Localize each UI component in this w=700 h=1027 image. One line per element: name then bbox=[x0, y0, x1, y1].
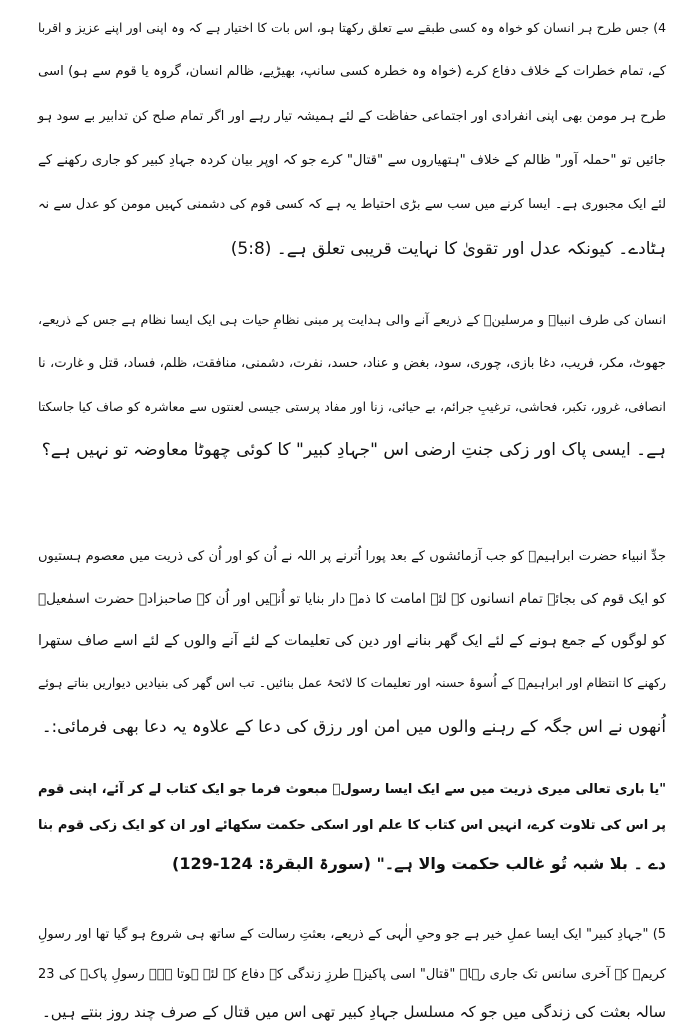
text-line: ہے۔ ایسی پاک اور زکی جنتِ ارضی اس "جہادِ کبیر" کا کوئی چھوٹا معاوضہ تو نہیں ہے؟ bbox=[41, 440, 666, 460]
text-line: انسان کی طرف انبیاؑ و مرسلینؑ کے ذریعے آنے والی ہدایت پر مبنی نظامِ حیات ہی ایک ایسا نظام ہے جس کے ذریعے، bbox=[38, 313, 666, 328]
text-line: اُنھوں نے اس جگہ کے رہنے والوں میں امن اور رزق کی دعا کے علاوہ یہ دعا بھی فرمائی:۔ bbox=[41, 716, 666, 736]
text-line: ہٹادے۔ کیونکہ عدل اور تقویٰ کا نہایت قریبی تعلق ہے۔ (5:8) bbox=[230, 239, 666, 259]
text-line: کے، تمام خطرات کے خلاف دفاع کرے (خواہ وہ خطرہ کسی سانپ، بھیڑیے، ظالم انسان، گروہ یا قوم سے ہو) اسی bbox=[38, 64, 666, 79]
quote-line: پر اس کی تلاوت کرے، انہیں اس کتاب کا علم اور اسکی حکمت سکھائے اور ان کو ایک زکی قوم بنا bbox=[38, 818, 666, 833]
text-line: جھوٹ، مکر، فریب، دغا بازی، چوری، سود، بغض و عناد، حسد، نفرت، دشمنی، منافقت، ظلم، فساد، قتل و غارت، نا bbox=[38, 356, 666, 371]
text-line: جائیں تو "حملہ آور" ظالم کے خلاف "ہتھیاروں سے "قتال" کرے جو کہ اوپر بیان کردہ جہادِ کبیر کو جاری رکھنے کے bbox=[38, 153, 666, 168]
text-line: جدِّ انبیاء حضرت ابراہیمؑ کو جب آزمائشوں کے بعد پورا اُترنے پر اللہ نے اُن کو اور اُن کی ذریت میں معصوم ہستیوں bbox=[38, 549, 666, 564]
text-line: کو لوگوں کے جمع ہونے کے لئے ایک گھر بنانے اور دین کی تعلیمات کے لئے آنے والوں کے لئے اسے صاف ستھرا bbox=[38, 633, 666, 649]
text-line: کریمؐ کے آخری سانس تک جاری رہا۔ "قتال" اسی پاکیزہ طرزِ زندگی کے دفاع کے لئے ہوتا ہے۔ رسولِ پاکؐ کی 23 bbox=[38, 967, 666, 982]
text-line: کو ایک قوم کی بجائے تمام انسانوں کے لئے امامت کا ذمہ دار بنایا تو اُنہیں اور اُن کے صاحبزادے حضرت اسمٰعیلؑ bbox=[38, 591, 666, 607]
text-line: رکھنے کا انتظام اور ابراہیمؑ کے اُسوۂ حسنہ اور تعلیمات کا لائحۂ عمل بنائیں۔ تب اس گھر کی بنیادیں دیواریں بناتے ہوئے bbox=[38, 675, 666, 690]
text-line: 5) "جہادِ کبیر" ایک ایسا عملِ خیر ہے جو وحیِ الٰہی کے ذریعے، بعثتِ رسالت کے ساتھ ہی شروع ہو گیا تھا اور رسولِ bbox=[38, 927, 666, 942]
text-line: طرح ہر مومن بھی اپنی انفرادی اور اجتماعی حفاظت کے لئے ہمیشہ تیار رہے اور اگر تمام صلح کن تدابیر بے سود ہو bbox=[38, 109, 666, 124]
text-line: انصافی، غرور، تکبر، فحاشی، ترغیبِ جرائم، بے حیائی، زنا اور مفاد پرستی جیسی لعنتوں سے معاشرہ کو صاف کیا جاسکتا bbox=[38, 399, 666, 414]
quote-line: دے ۔ بلا شبہ تُو غالب حکمت والا ہے۔" (سورۃ البقرۃ: 124-129) bbox=[172, 854, 666, 873]
quote-line: "یا باری تعالی میری ذریت میں سے ایک ایسا رسولؐ مبعوث فرما جو ایک کتاب لے کر آئے، اپنی قوم bbox=[38, 782, 666, 797]
text-line: لئے ایک مجبوری ہے۔ ایسا کرنے میں سب سے بڑی احتیاط یہ ہے کہ کسی قوم کی دشمنی کہیں مومن کو عدل سے نہ bbox=[38, 197, 666, 212]
text-line: سالہ بعثت کی زندگی میں جو کہ مسلسل جہادِ کبیر تھی اس میں قتال کے صرف چند روز بنتے ہیں۔ bbox=[41, 1003, 666, 1021]
text-line: 4) جس طرح ہر انسان کو خواہ وہ کسی طبقے سے تعلق رکھتا ہو، اس بات کا اختیار ہے کہ وہ اپنی اور اپنے عزیز و اقربا bbox=[38, 20, 666, 35]
